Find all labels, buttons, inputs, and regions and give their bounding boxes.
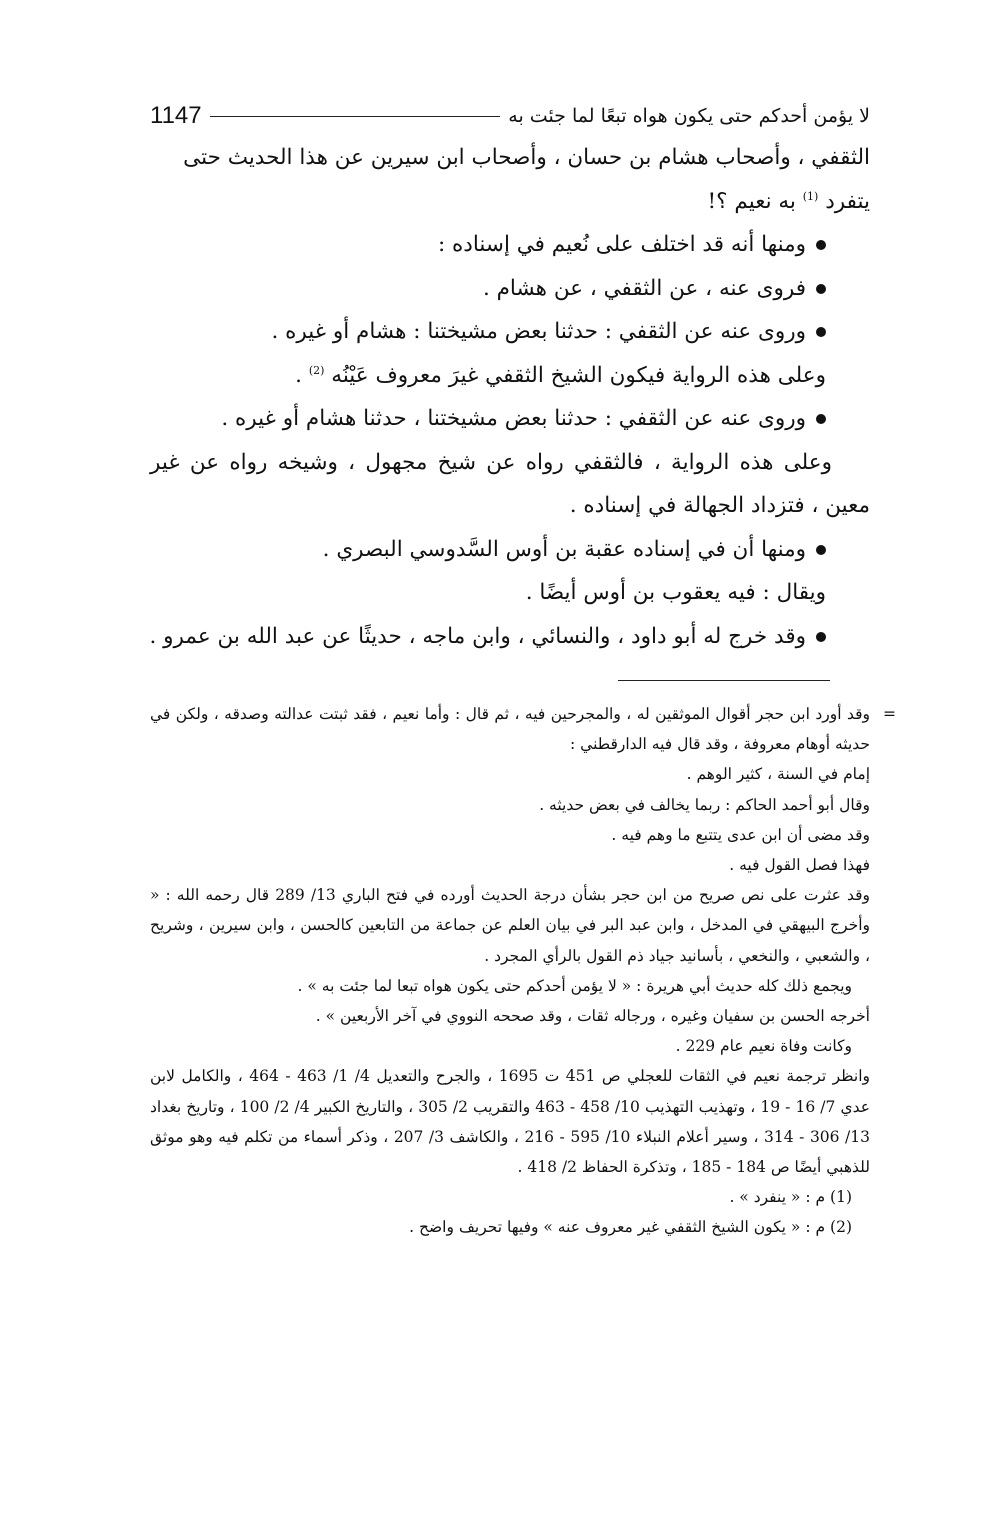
footnote-line-4: وقد مضى أن ابن عدى يتتبع ما وهم فيه . [611,825,870,844]
main-text [150,136,870,658]
footnote-ref-2[interactable]: (2) [308,363,325,377]
footnote-line-5: فهذا فصل القول فيه . [729,856,870,875]
bullet-item-5-text: ومنها أن في إسناده عقبة بن أوس السَّدوسي البصري . [322,536,806,562]
footnote-note-2: (2) م : « يكون الشيخ الثقفي غير معروف عنه » وفيها تحريف واضح . [409,1218,852,1237]
footnote-ref-1[interactable]: (1) [802,189,819,203]
page-number: 1147 [150,102,202,129]
footnote-note-1: (1) م : « ينفرد » . [729,1188,852,1207]
bullet-item-3 [150,310,870,354]
bullet-item-4 [150,397,870,441]
footnote-paragraph-1: وقد أورد ابن حجر أقوال الموثقين له ، والمجرحين فيه ، ثم قال : وأما نعيم ، فقد ثبتت عدالته وصدقه ، ولكن في حديثه أوهام معروفة ، وقد قال فيه الدارقطني : [150,705,870,754]
footnote-paragraph-10: وانظر ترجمة نعيم في الثقات للعجلي ص 451 ت 1695 ، والجرح والتعديل 4/ 1/ 463 - 464 ، والكامل لابن عدي 7/ 16 - 19 ، وتهذيب التهذيب 10/ 458 - 463 والتقريب 2/ 305 ، والتاريخ الكبير 4/ 2/ 100 ، وتاريخ بغداد 13/ 306 - 314 ، وسير أعلام النبلاء 10/ 595 - 216 ، والكاشف 3/ 207 ، وذكر أسماء من تكلم فيه وهو موثق للذهبي أيضًا ص 184 - 185 ، وتذكرة الحفاظ 2/ 418 . [150,1067,871,1177]
paragraph-3: وعلى هذه الرواية ، فالثقفي رواه عن شيخ مجهول ، وشيخه رواه عن غير معين ، فتزداد الجهالة في إسناده . [150,449,870,518]
bullet-item-2-text: فروى عنه ، عن الثقفي ، عن هشام . [482,275,806,301]
header-title: لا يؤمن أحدكم حتى يكون هواه تبعًا لما جئت به [508,105,870,127]
footnotes [150,699,896,1243]
footnote-continuation-mark: = [883,705,896,723]
paragraph-2-text-a: وعلى هذه الرواية فيكون الشيخ الثقفي غيرَ معروف عَيْنُه [331,362,826,388]
paragraph-1-text-a: يتفرد [825,188,870,214]
bullet-item-3-text: وروى عنه عن الثقفي : حدثنا بعض مشيختنا : هشام أو غيره . [271,319,806,344]
footnote-line-2: إمام في السنة ، كثير الوهم . [686,765,870,784]
paragraph-1 [150,136,870,223]
paragraph-1-line-1: الثقفي ، وأصحاب هشام بن حسان ، وأصحاب ابن سيرين عن هذا الحديث حتى [183,145,870,170]
bullet-item-1 [150,223,870,267]
footnote-line-8: أخرجه الحسن بن سفيان وغيره ، ورجاله ثقات ، وقد صححه النووي في آخر الأربعين » . [315,1007,870,1026]
bullet-item-6 [150,615,870,659]
bullet-icon [816,414,826,424]
footnote-line-9: وكانت وفاة نعيم عام 229 . [675,1037,852,1056]
footnote-line-3: وقال أبو أحمد الحاكم : ربما يخالف في بعض حديثه . [539,795,870,814]
bullet-item-2 [150,267,870,311]
paragraph-1-line-2 [150,180,870,224]
bullet-icon [816,284,826,294]
bullet-item-4-text: وروى عنه عن الثقفي : حدثنا بعض مشيختنا ، حدثنا هشام أو غيره . [221,406,806,431]
header-rule [210,116,501,117]
bullet-icon [816,327,826,337]
paragraph-4: ويقال : فيه يعقوب بن أوس أيضًا . [525,580,826,605]
footnote-separator [618,680,830,681]
bullet-item-6-text: وقد خرج له أبو داود ، والنسائي ، وابن ماجه ، حديثًا عن عبد الله بن عمرو . [149,623,806,649]
running-header [150,98,870,134]
footnote-line-7: ويجمع ذلك كله حديث أبي هريرة : « لا يؤمن أحدكم حتى يكون هواه تبعا لما جئت به » . [297,976,852,995]
footnote-paragraph-6: وقد عثرت على نص صريح من ابن حجر بشأن درجة الحديث أورده في فتح الباري 13/ 289 قال رحمه الله : « وأخرج البيهقي في المدخل ، وابن عبد البر في بيان العلم عن جماعة من التابعين كالحسن ، وابن سيرين ، وشريح ، والشعبي ، والنخعي ، بأسانيد جياد ذم القول بالرأي المجرد . [150,886,870,965]
page [149,98,896,1243]
bullet-item-5 [150,528,870,572]
bullet-item-1-text: ومنها أنه قد اختلف على نُعيم في إسناده : [437,232,806,257]
bullet-icon [816,545,826,555]
paragraph-2 [150,354,870,398]
bullet-icon [816,240,826,250]
paragraph-1-text-b: به نعيم ؟! [707,188,796,214]
paragraph-2-text-b: . [295,362,303,388]
bullet-icon [816,632,826,642]
